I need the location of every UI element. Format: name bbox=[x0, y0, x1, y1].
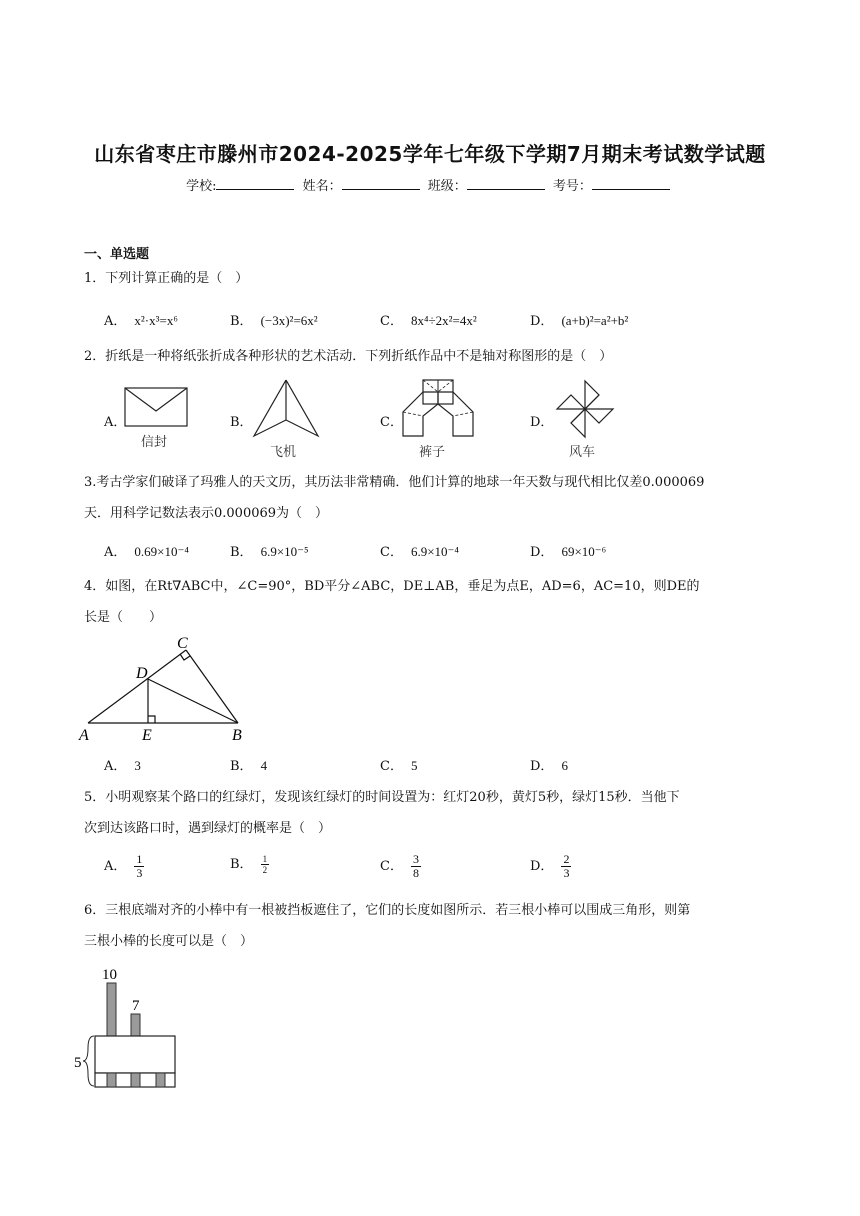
q1-option-c[interactable] bbox=[380, 310, 477, 329]
q2-caption-d: 风车 bbox=[569, 445, 596, 460]
question-text-line1: 如图，在Rt∇ABC中，∠C=90°，BD平分∠ABC，DE⊥AB，垂足为点E，AD=6，AC=10，则DE的 bbox=[105, 579, 700, 594]
board-5-label: 5 bbox=[74, 1055, 82, 1071]
q2-caption-c: 裤子 bbox=[419, 445, 446, 460]
section-heading: 一、单选题 bbox=[84, 247, 150, 262]
numerator: 1 bbox=[262, 854, 268, 864]
option-expression: 69×10⁻⁶ bbox=[561, 544, 607, 559]
question-number: 1． bbox=[84, 271, 106, 286]
pants-icon bbox=[401, 378, 475, 440]
option-value: 6 bbox=[561, 758, 568, 773]
question-text-line1: 小明观察某个路口的红绿灯，发现该红绿灯的时间设置为：红灯20秒，黄灯5秒，绿灯15秒．当他下 bbox=[105, 790, 680, 805]
numerator: 1 bbox=[136, 852, 143, 866]
option-fraction bbox=[411, 853, 421, 880]
cover-board bbox=[95, 1036, 175, 1073]
q2-option-d-label[interactable]: D． bbox=[530, 415, 554, 430]
q2-option-a-label[interactable]: A． bbox=[104, 415, 127, 430]
triangle-figure bbox=[76, 632, 256, 744]
option-label: D． bbox=[530, 859, 554, 874]
option-fraction bbox=[561, 853, 571, 880]
denominator: 3 bbox=[136, 866, 143, 880]
denominator: 3 bbox=[563, 866, 570, 880]
q4-option-b[interactable] bbox=[230, 755, 267, 774]
option-label: C． bbox=[380, 314, 403, 329]
q4-option-a[interactable] bbox=[104, 755, 141, 774]
option-expression: x²·x³=x⁶ bbox=[134, 313, 178, 328]
q5-option-b[interactable] bbox=[230, 853, 269, 875]
label-a: A bbox=[79, 727, 89, 744]
q2-option-b-label[interactable]: B． bbox=[230, 415, 253, 430]
option-label: C． bbox=[380, 859, 403, 874]
option-label: B． bbox=[230, 857, 253, 872]
option-label: B． bbox=[230, 314, 253, 329]
question-text-line2: 次到达该路口时，遇到绿灯的概率是（ ） bbox=[84, 821, 332, 836]
q5-option-c[interactable] bbox=[380, 853, 421, 880]
q3-option-b[interactable] bbox=[230, 541, 309, 560]
question-5 bbox=[84, 782, 784, 844]
pinwheel-icon bbox=[552, 378, 618, 440]
label-b: B bbox=[232, 727, 242, 744]
option-value: 5 bbox=[410, 758, 418, 773]
brace-icon bbox=[83, 1036, 94, 1086]
envelope-icon bbox=[124, 387, 188, 427]
question-text-line1: 考古学家们破译了玛雅人的天文历，其历法非常精确．他们计算的地球一年天数与现代相比仅差0.000069 bbox=[96, 475, 705, 490]
option-label: A． bbox=[104, 314, 127, 329]
option-expression: (−3x)²=6x² bbox=[260, 313, 318, 328]
question-6 bbox=[84, 895, 784, 957]
q1-option-b[interactable] bbox=[230, 310, 318, 329]
option-label: D． bbox=[530, 545, 554, 560]
option-expression: 6.9×10⁻⁵ bbox=[260, 544, 309, 559]
option-expression: 8x⁴÷2x²=4x² bbox=[410, 313, 477, 328]
numerator: 2 bbox=[563, 852, 570, 866]
question-text-line2: 天．用科学记数法表示0.000069为（ ） bbox=[84, 506, 329, 521]
option-label: A． bbox=[104, 759, 127, 774]
option-value: 4 bbox=[260, 758, 268, 773]
denominator: 8 bbox=[412, 866, 419, 880]
question-text: 下列计算正确的是（ ） bbox=[105, 271, 249, 286]
q5-option-a[interactable] bbox=[104, 853, 144, 880]
q5-option-d[interactable] bbox=[530, 853, 571, 880]
class-label: 班级： bbox=[427, 179, 467, 194]
question-4 bbox=[84, 571, 784, 633]
student-info-line bbox=[0, 175, 860, 194]
option-label: D． bbox=[530, 759, 554, 774]
name-label: 姓名： bbox=[302, 179, 342, 194]
option-expression: 0.69×10⁻⁴ bbox=[134, 544, 189, 559]
question-3 bbox=[84, 467, 784, 529]
option-label: B． bbox=[230, 545, 253, 560]
numerator: 3 bbox=[412, 852, 419, 866]
school-label: 学校: bbox=[186, 179, 217, 194]
question-2 bbox=[84, 342, 784, 372]
question-text: 折纸是一种将纸张折成各种形状的艺术活动．下列折纸作品中不是轴对称图形的是（ ） bbox=[105, 349, 613, 364]
number-blank bbox=[592, 177, 670, 190]
option-expression: (a+b)²=a²+b² bbox=[561, 313, 629, 328]
option-label: B． bbox=[230, 759, 253, 774]
q2-caption-b: 飞机 bbox=[270, 445, 297, 460]
q4-option-d[interactable] bbox=[530, 755, 568, 774]
option-value: 3 bbox=[134, 758, 141, 773]
number-label: 考号： bbox=[552, 179, 592, 194]
paper-plane-icon bbox=[252, 378, 320, 438]
denominator: 2 bbox=[262, 865, 268, 875]
q3-option-a[interactable] bbox=[104, 541, 189, 560]
question-text-line2: 三根小棒的长度可以是（ ） bbox=[84, 934, 254, 949]
page-title: 山东省枣庄市滕州市2024-2025学年七年级下学期7月期末考试数学试题 bbox=[94, 142, 766, 166]
option-fraction bbox=[134, 853, 144, 880]
school-blank bbox=[216, 177, 294, 190]
class-blank bbox=[467, 177, 545, 190]
label-e: E bbox=[142, 727, 152, 744]
option-fraction bbox=[261, 854, 270, 875]
question-1 bbox=[84, 264, 784, 294]
q4-option-c[interactable] bbox=[380, 755, 417, 774]
name-blank bbox=[342, 177, 420, 190]
option-label: C． bbox=[380, 759, 403, 774]
question-number: 3. bbox=[84, 475, 97, 490]
q3-option-d[interactable] bbox=[530, 541, 606, 560]
option-label: D． bbox=[530, 314, 554, 329]
q1-option-d[interactable] bbox=[530, 310, 628, 329]
question-number: 5． bbox=[84, 790, 106, 805]
question-number: 4． bbox=[84, 579, 106, 594]
option-label: A． bbox=[104, 859, 127, 874]
option-expression: 6.9×10⁻⁴ bbox=[410, 544, 459, 559]
q1-option-a[interactable] bbox=[104, 310, 178, 329]
question-number: 2． bbox=[84, 349, 106, 364]
question-text-line1: 三根底端对齐的小棒中有一根被挡板遮住了，它们的长度如图所示．若三根小棒可以围成三角形，则第 bbox=[105, 903, 691, 918]
bar-7-label: 7 bbox=[132, 998, 140, 1014]
sticks-figure bbox=[74, 962, 184, 1092]
question-number: 6． bbox=[84, 903, 106, 918]
q3-option-c[interactable] bbox=[380, 541, 459, 560]
option-label: C． bbox=[380, 545, 403, 560]
option-label: A． bbox=[104, 545, 127, 560]
question-text-line2: 长是（ ） bbox=[84, 610, 163, 625]
label-c: C bbox=[177, 635, 188, 652]
q2-option-c-label[interactable]: C． bbox=[380, 415, 403, 430]
bar-10-label: 10 bbox=[102, 967, 117, 983]
q2-caption-a: 信封 bbox=[141, 435, 168, 450]
label-d: D bbox=[136, 665, 148, 682]
